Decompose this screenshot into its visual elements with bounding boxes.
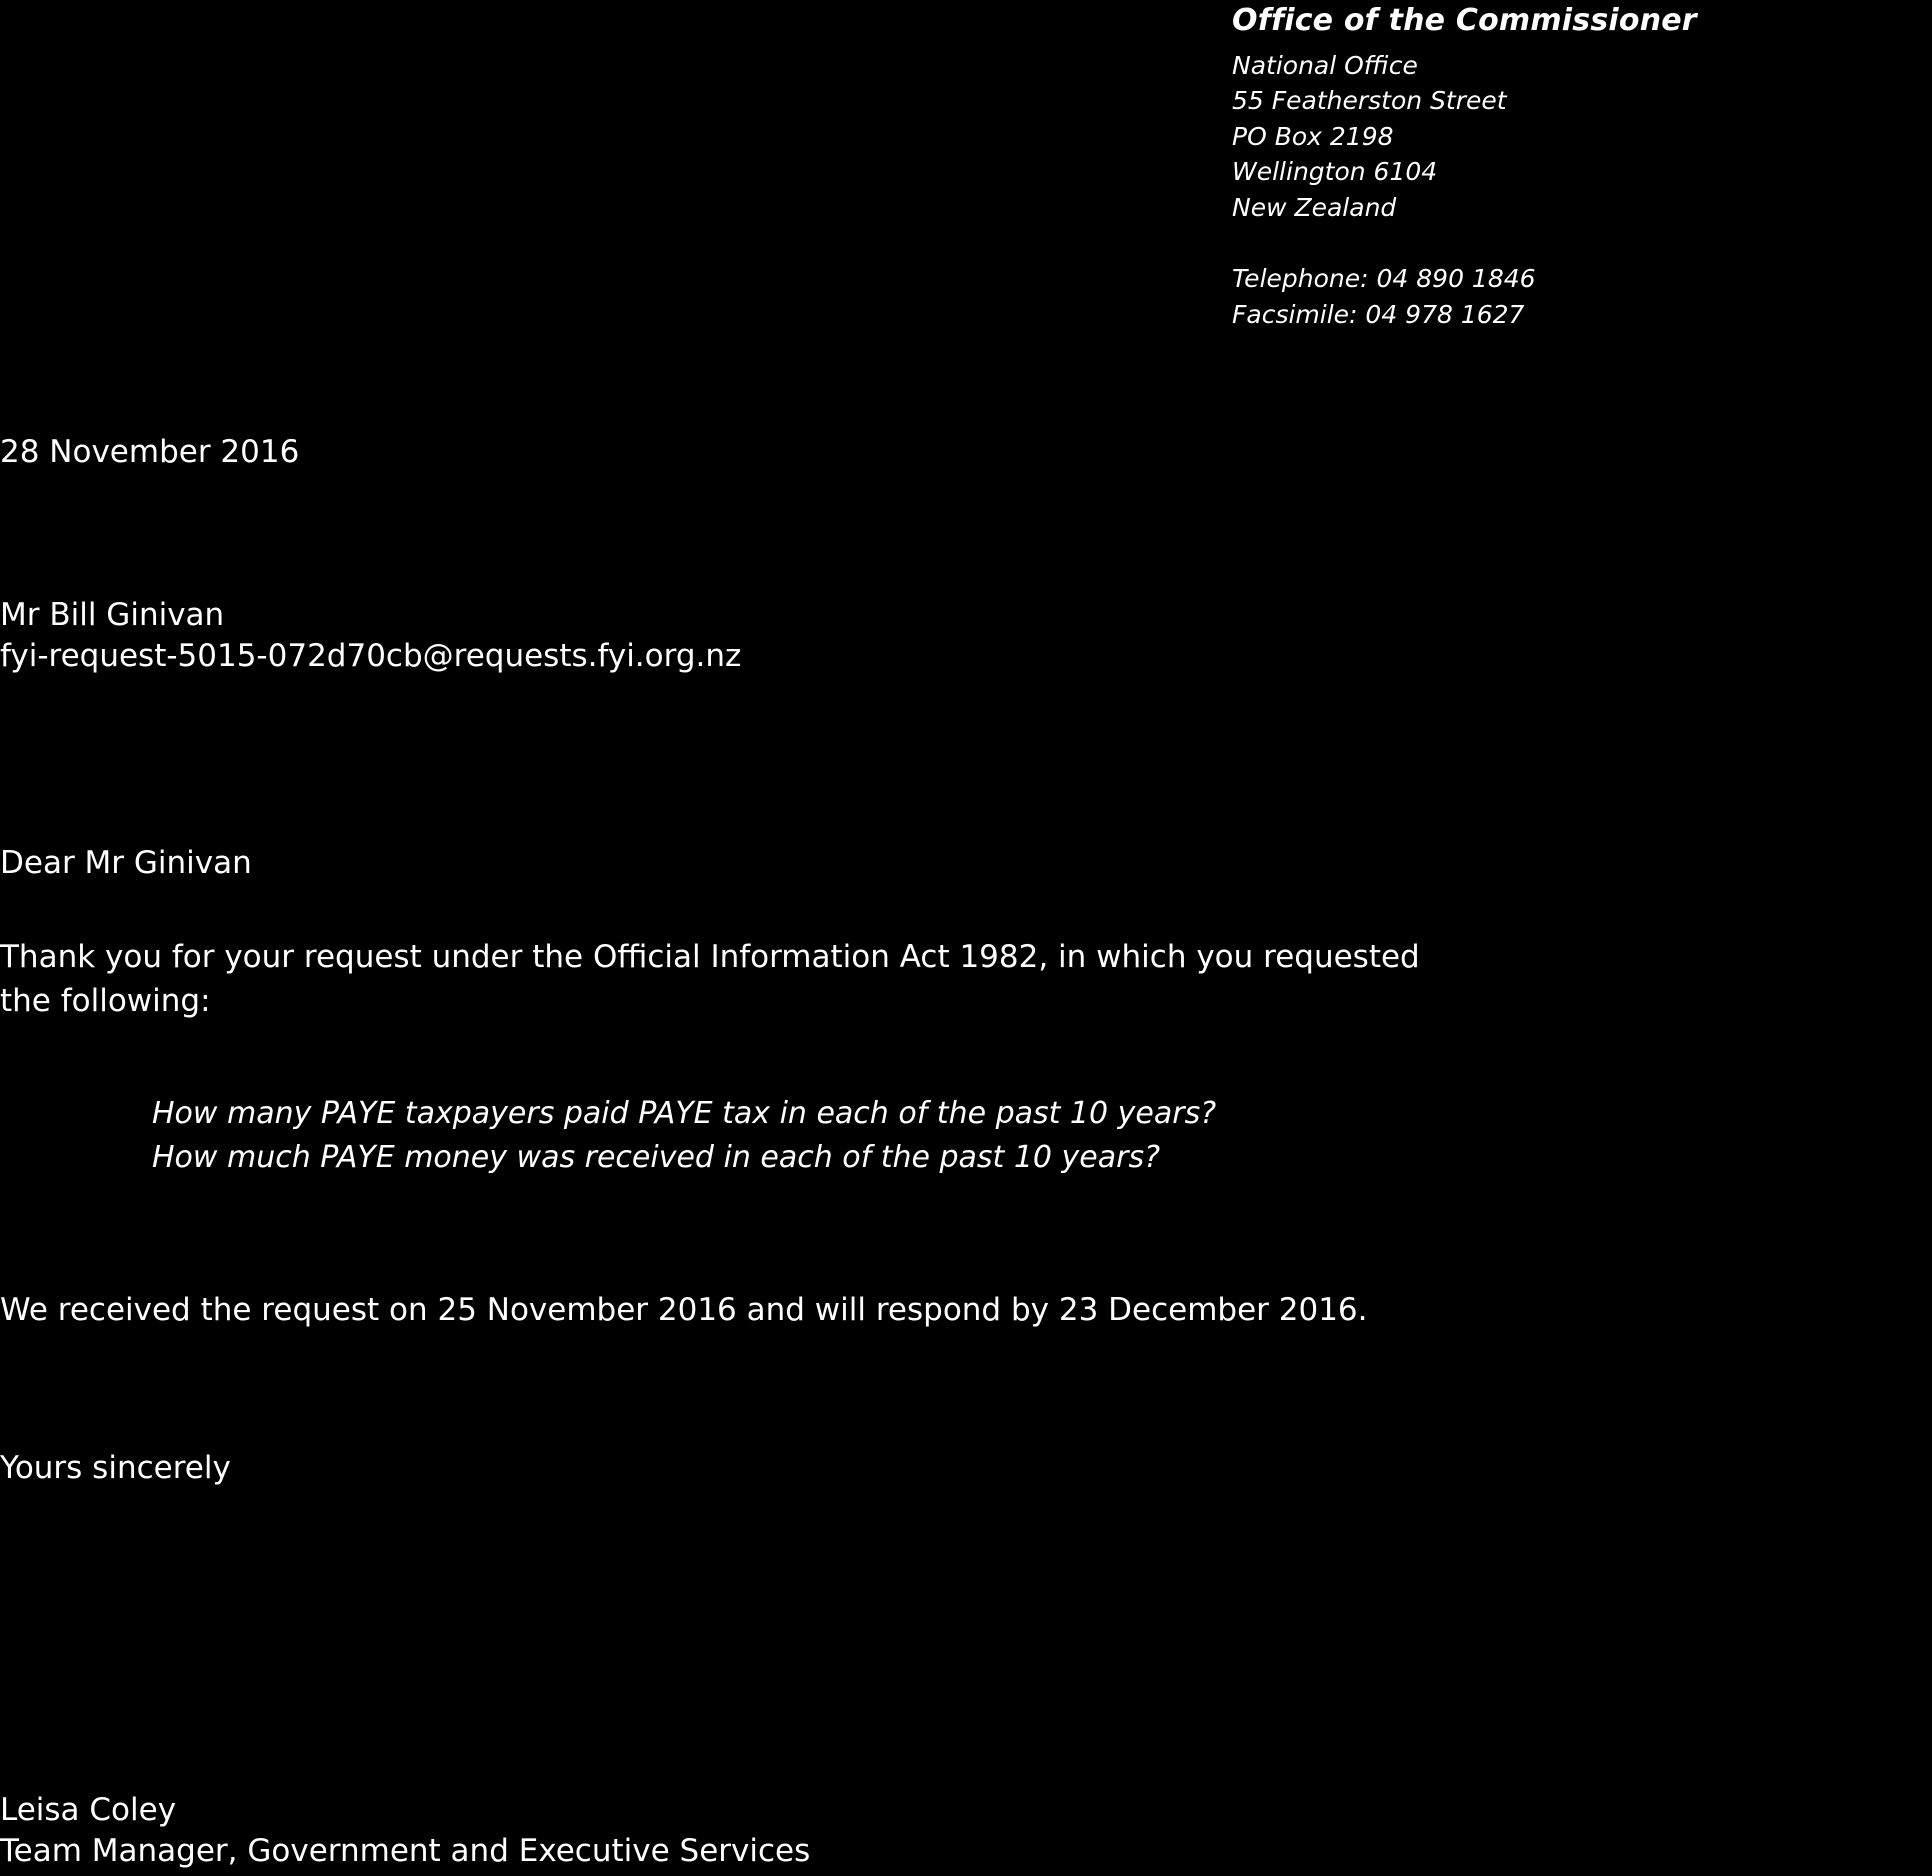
letterhead-street: 55 Featherston Street	[1232, 86, 1507, 116]
signature-block	[0, 1790, 810, 1872]
signer-name: Leisa Coley	[0, 1792, 177, 1828]
recipient-block	[0, 595, 741, 677]
letterhead-title: Office of the Commissioner	[1232, 3, 1697, 38]
letterhead-pobox: PO Box 2198	[1232, 121, 1394, 151]
letterhead-office: National Office	[1232, 50, 1418, 80]
letterhead-city: Wellington 6104	[1232, 157, 1438, 187]
paragraph-response-timeline: We received the request on 25 November 2016 and will respond by 23 December 2016.	[0, 1292, 1368, 1328]
paragraph-request-intro-line2: the following:	[0, 983, 211, 1020]
letterhead-telephone: Telephone: 04 890 1846	[1232, 264, 1536, 294]
letter-date: 28 November 2016	[0, 434, 300, 470]
recipient-email: fyi-request-5015-072d70cb@requests.fyi.org.nz	[0, 638, 742, 675]
quoted-request	[152, 1092, 1852, 1179]
signer-title: Team Manager, Government and Executive Services	[0, 1833, 811, 1870]
salutation: Dear Mr Ginivan	[0, 845, 252, 881]
letterhead-country: New Zealand	[1232, 192, 1397, 222]
letterhead-spacer	[1232, 225, 1932, 261]
letterhead	[1232, 0, 1932, 332]
signoff: Yours sincerely	[0, 1450, 231, 1486]
quoted-request-line1: How many PAYE taxpayers paid PAYE tax in each of the past 10 years?	[152, 1096, 1217, 1131]
paragraph-request-intro	[0, 935, 1932, 1023]
quoted-request-line2: How much PAYE money was received in each of the past 10 years?	[152, 1139, 1161, 1175]
letterhead-facsimile: Facsimile: 04 978 1627	[1232, 299, 1525, 329]
paragraph-request-intro-line1: Thank you for your request under the Official Information Act 1982, in which you requested	[0, 939, 1420, 975]
recipient-name: Mr Bill Ginivan	[0, 597, 225, 633]
